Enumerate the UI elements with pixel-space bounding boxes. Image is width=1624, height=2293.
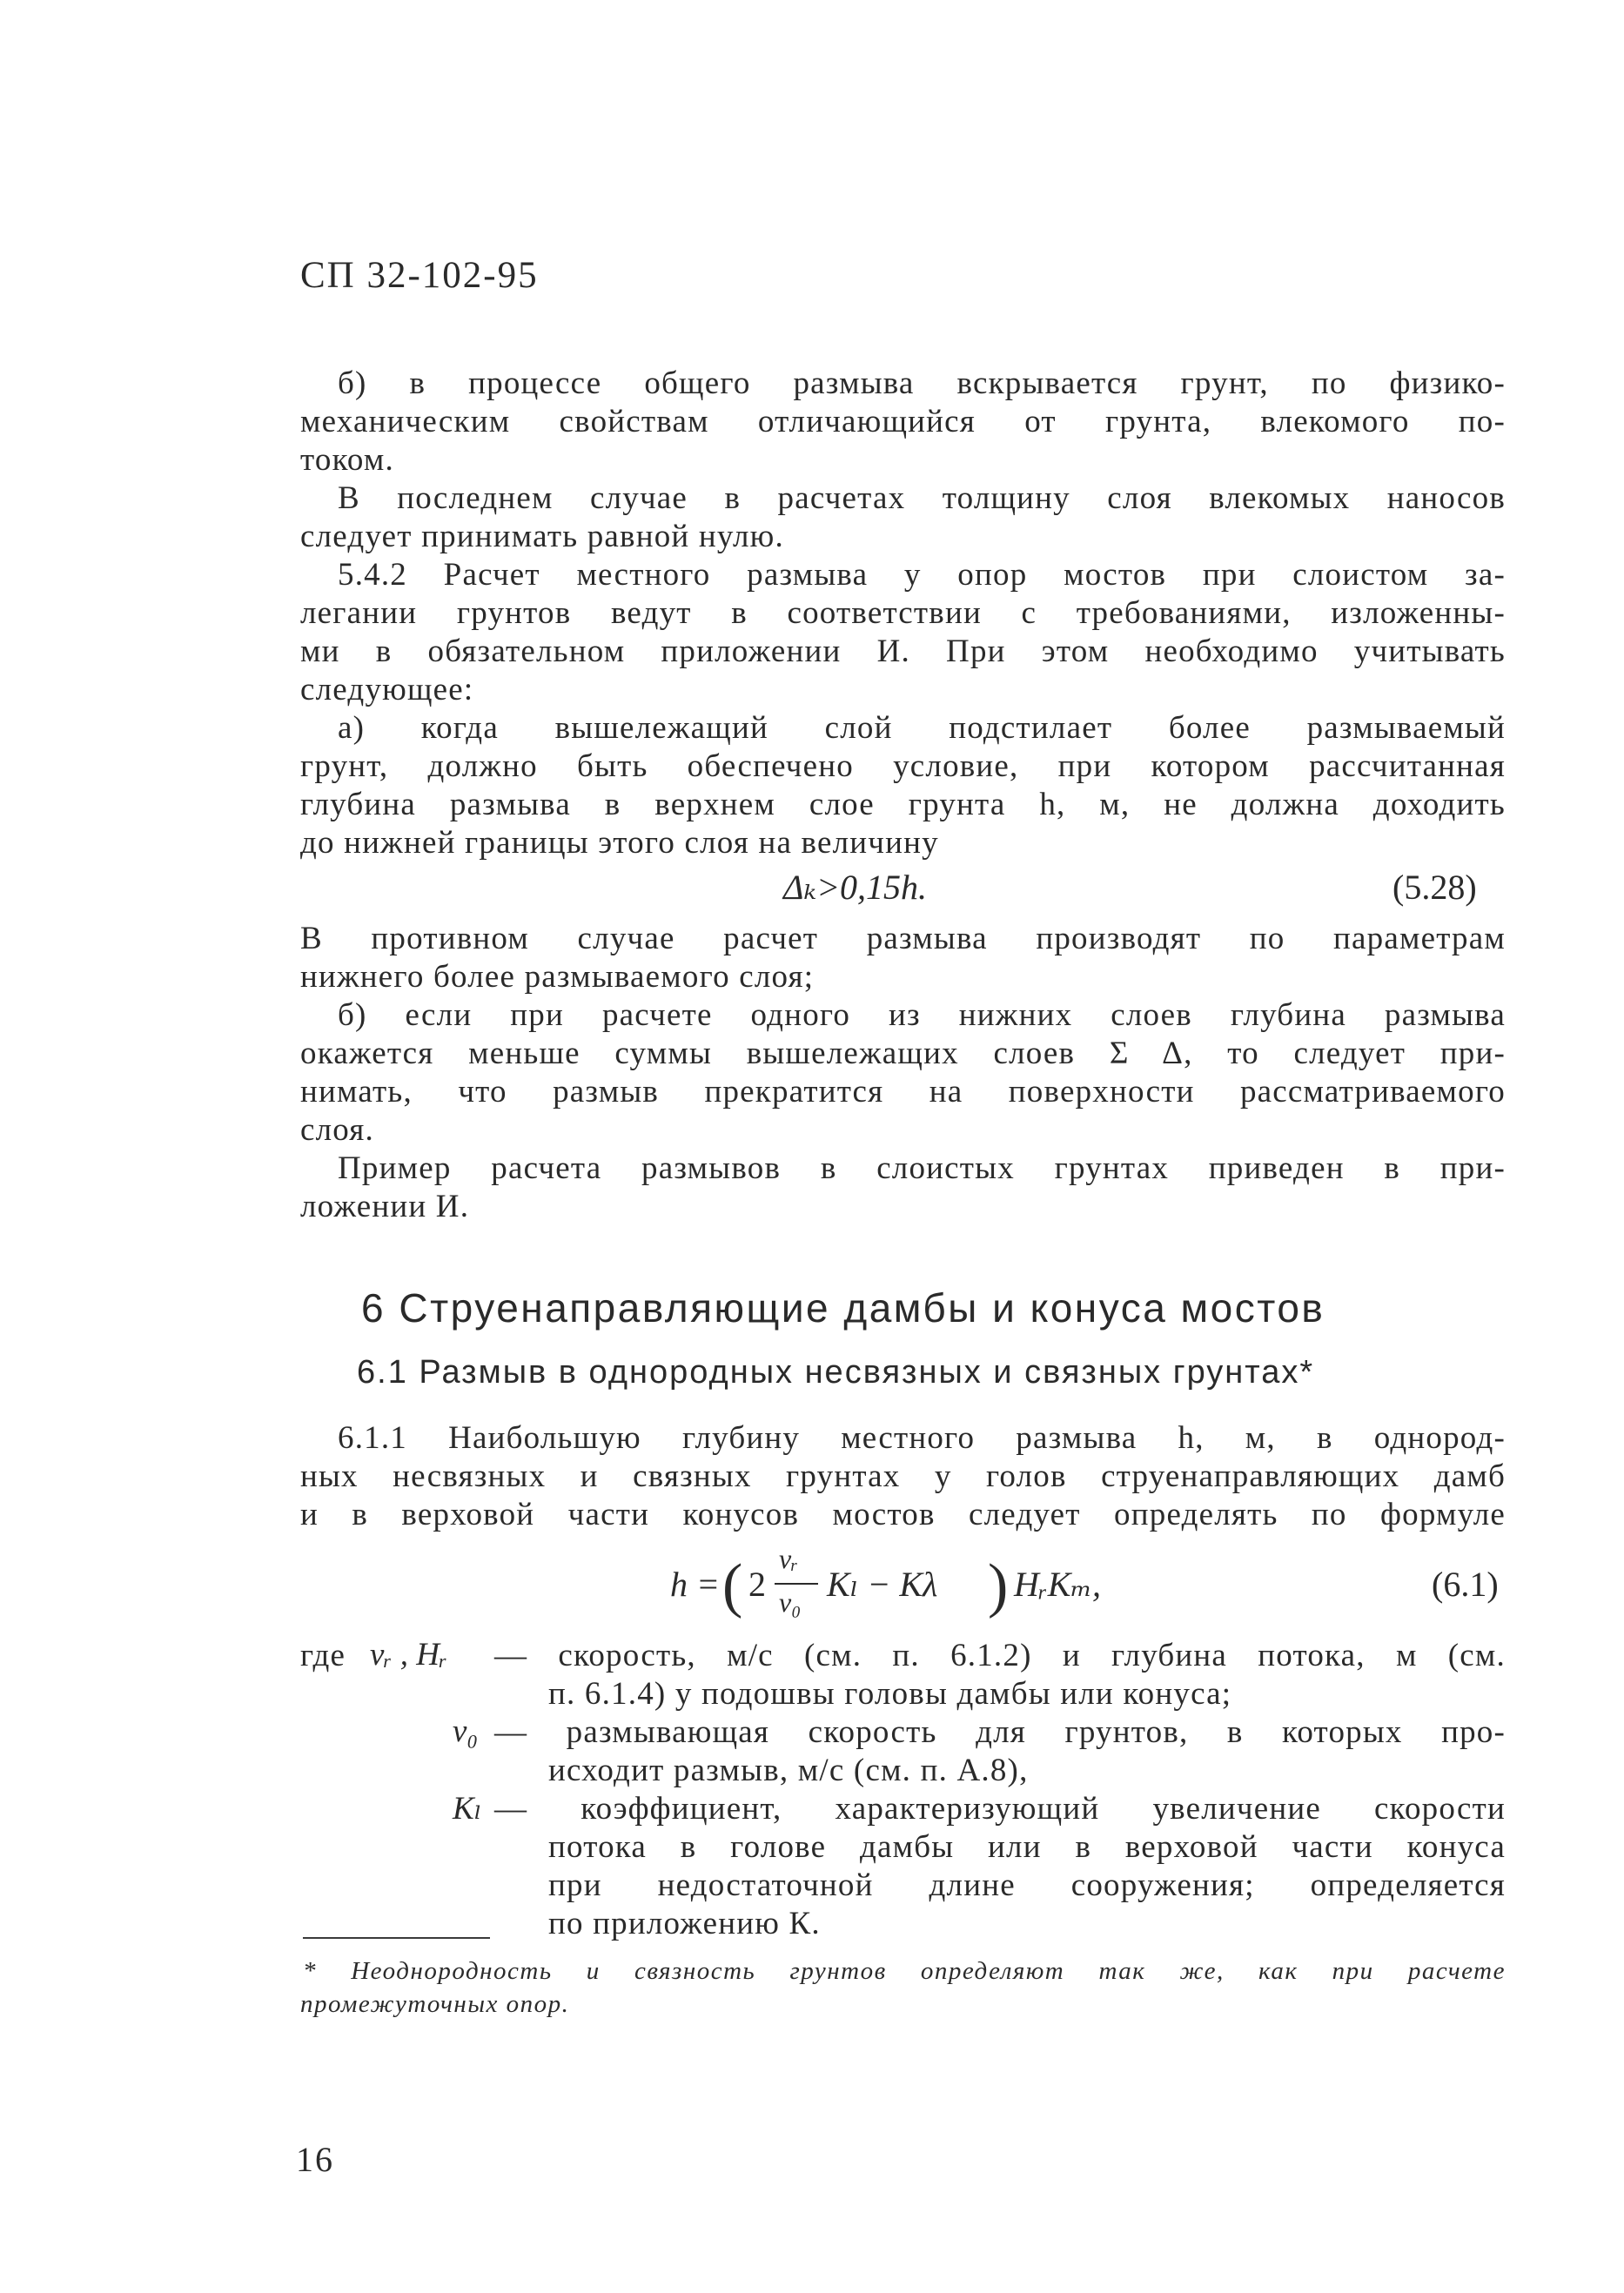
text-line: грунт, должно быть обеспечено условие, при котором рассчитанная bbox=[300, 748, 1506, 784]
text-line: и в верховой части конусов мостов следует определять по формуле bbox=[300, 1497, 1506, 1532]
equation-number: (5.28) bbox=[1392, 868, 1477, 907]
text-line: до нижней границы этого слоя на величину bbox=[300, 825, 939, 861]
text-line: 6.1.1 Наибольшую глубину местного размыва h, м, в однород- bbox=[338, 1420, 1506, 1456]
text-line: ми в обязательном приложении И. При этом необходимо учитывать bbox=[300, 634, 1506, 669]
text-line: ложении И. bbox=[300, 1189, 470, 1224]
text-line: 5.4.2 Расчет местного размыва у опор мостов при слоистом за- bbox=[338, 557, 1506, 593]
definition-line: по приложению К. bbox=[548, 1906, 821, 1941]
footnote-rule bbox=[303, 1937, 490, 1939]
text-line: б) если при расчете одного из нижних слоев глубина размыва bbox=[338, 997, 1506, 1033]
text-line: током. bbox=[300, 442, 394, 478]
section-heading: 6 Струенаправляющие дамбы и конуса мостов bbox=[361, 1285, 1325, 1331]
text-line: а) когда вышележащий слой подстилает более размываемый bbox=[338, 710, 1506, 746]
text-line: следует принимать равной нулю. bbox=[300, 519, 784, 554]
fraction-denominator: v₀ bbox=[779, 1586, 802, 1618]
footnote-line: промежуточных опор. bbox=[300, 1990, 570, 2018]
formula-rest: HᵣKₘ, bbox=[1014, 1565, 1101, 1604]
document-code: СП 32-102-95 bbox=[300, 255, 539, 296]
definition-symbol: Kₗ bbox=[453, 1791, 482, 1827]
formula-k-terms: Kₗ − Kλ bbox=[827, 1565, 938, 1604]
definition-line: п. 6.1.4) у подошвы головы дамбы или конуса; bbox=[548, 1676, 1232, 1712]
definition-line: исходит размыв, м/с (см. п. А.8), bbox=[548, 1753, 1029, 1788]
footnote-line: * Неоднородность и связность грунтов определяют так же, как при расчете bbox=[303, 1957, 1506, 1985]
text-line: механическим свойствам отличающийся от грунта, влекомого по- bbox=[300, 404, 1506, 439]
paren-left: ( bbox=[722, 1552, 743, 1619]
formula-5-28: Δₖ>0,15h. bbox=[783, 868, 928, 907]
definition-line: потока в голове дамбы или в верховой части конуса bbox=[548, 1829, 1506, 1865]
formula-lhs: h = bbox=[670, 1565, 720, 1604]
subsection-heading: 6.1 Размыв в однородных несвязных и связных грунтах* bbox=[357, 1354, 1315, 1391]
definition-line: — скорость, м/с (см. п. 6.1.2) и глубина потока, м (см. bbox=[494, 1638, 1506, 1673]
text-line: окажется меньше суммы вышележащих слоев Σ Δ, то следует при- bbox=[300, 1036, 1506, 1071]
text-line: следующее: bbox=[300, 672, 474, 707]
text-line: В противном случае расчет размыва производят по параметрам bbox=[300, 921, 1506, 956]
text-line: нимать, что размыв прекратится на поверхности рассматриваемого bbox=[300, 1074, 1506, 1110]
fraction-numerator: vᵣ bbox=[779, 1543, 799, 1574]
text-line: глубина размыва в верхнем слое грунта h, м, не должна доходить bbox=[300, 787, 1506, 822]
text-line: б) в процессе общего размыва вскрывается грунт, по физико- bbox=[338, 365, 1506, 401]
formula-6-1 bbox=[670, 1545, 1192, 1640]
text-line: легании грунтов ведут в соответствии с требованиями, изложенны- bbox=[300, 595, 1506, 631]
where-intro: где bbox=[300, 1638, 346, 1673]
definition-symbol: vᵣ , Hᵣ bbox=[370, 1637, 448, 1673]
text-line: Пример расчета размывов в слоистых грунтах приведен в при- bbox=[338, 1150, 1506, 1186]
text-line: нижнего более размываемого слоя; bbox=[300, 959, 815, 995]
definition-line: при недостаточной длине сооружения; определяется bbox=[548, 1867, 1506, 1903]
text-line: ных несвязных и связных грунтах у голов струенаправляющих дамб bbox=[300, 1458, 1506, 1494]
equation-number: (6.1) bbox=[1432, 1565, 1499, 1604]
text-line: слоя. bbox=[300, 1112, 374, 1148]
definition-line: — коэффициент, характеризующий увеличение скорости bbox=[494, 1791, 1506, 1827]
definition-symbol: v₀ bbox=[453, 1713, 479, 1749]
text-line: В последнем случае в расчетах толщину слоя влекомых наносов bbox=[338, 480, 1506, 516]
formula-two: 2 bbox=[748, 1565, 766, 1604]
definition-line: — размывающая скорость для грунтов, в которых про- bbox=[494, 1714, 1506, 1750]
fraction-bar bbox=[775, 1583, 818, 1585]
paren-right: ) bbox=[988, 1552, 1009, 1619]
page-number: 16 bbox=[296, 2140, 334, 2179]
